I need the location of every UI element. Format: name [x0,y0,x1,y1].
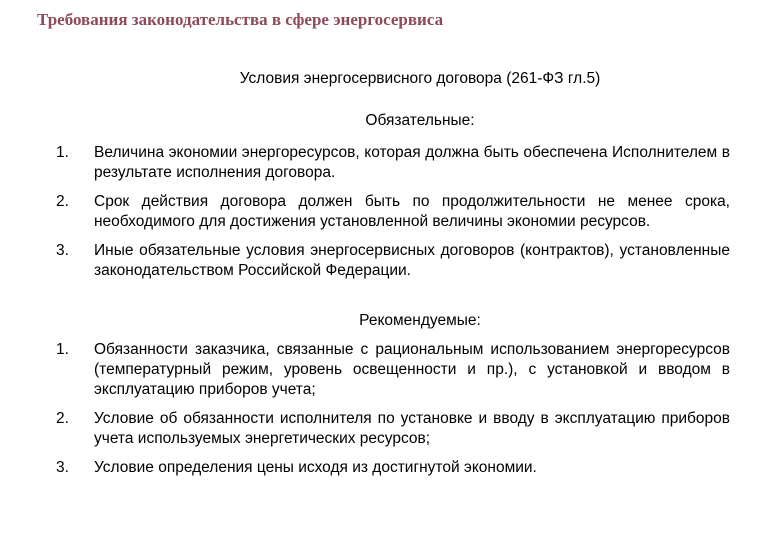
recommended-list [56,340,730,487]
list-item [56,192,730,232]
item-text: Условие об обязанности исполнителя по установке и вводу в эксплуатацию приборов учета используемых энергетических ресурсов; [94,410,730,447]
mandatory-heading: Обязательные: [365,112,475,129]
list-item [56,241,730,281]
item-number: 2. [56,193,69,210]
item-number: 1. [56,341,69,358]
list-item [56,458,730,478]
list-item [56,143,730,183]
slide-title: Требования законодательства в сфере энергосервиса [37,10,444,29]
list-item [56,409,730,449]
item-number: 1. [56,144,69,161]
item-text: Иные обязательные условия энергосервисных договоров (контрактов), установленные законодательством Российской Федерации. [94,242,730,279]
item-number: 3. [56,459,69,476]
list-item [56,340,730,400]
item-number: 3. [56,242,69,259]
mandatory-list [56,143,730,290]
item-text: Обязанности заказчика, связанные с рациональным использованием энергоресурсов (температурный режим, уровень освещенности и пр.), с установкой и вводом в эксплуатацию приборов учета; [94,341,730,398]
item-text: Условие определения цены исходя из достигнутой экономии. [94,459,537,476]
subtitle: Условия энергосервисного договора (261-ФЗ гл.5) [239,70,601,87]
item-text: Величина экономии энергоресурсов, которая должна быть обеспечена Исполнителем в результате исполнения договора. [94,144,730,181]
item-number: 2. [56,410,69,427]
recommended-heading: Рекомендуемые: [359,312,481,329]
item-text: Срок действия договора должен быть по продолжительности не менее срока, необходимого для достижения установленной величины экономии ресурсов. [94,193,730,230]
